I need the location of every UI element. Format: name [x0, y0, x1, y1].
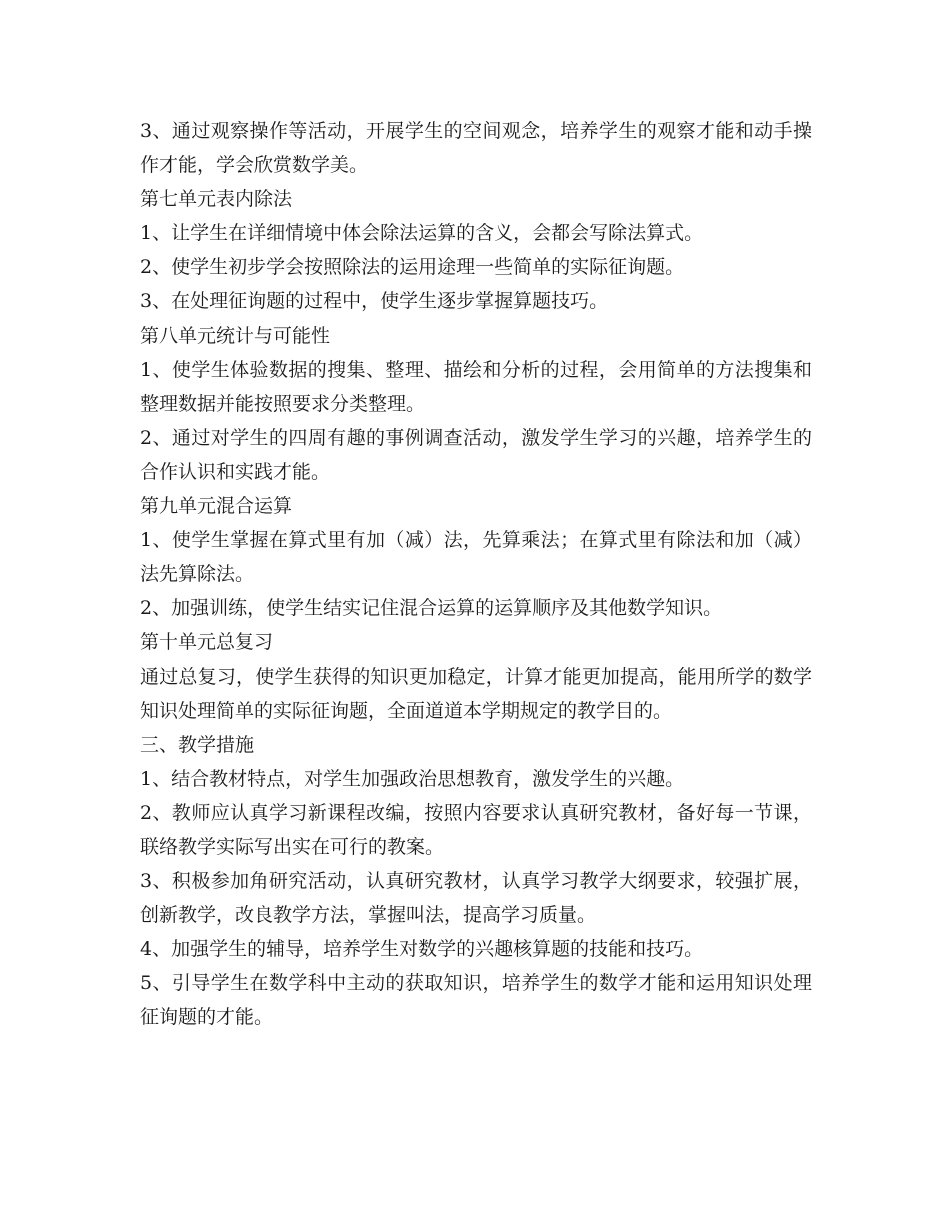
- paragraph-goal-3-spatial: 3、通过观察操作等活动，开展学生的空间观念，培养学生的观察才能和动手操作才能，学会欣赏数学美。: [140, 120, 812, 177]
- heading-unit-7-division: 第七单元表内除法: [140, 188, 293, 211]
- paragraph-measure-5: 5、引导学生在数学科中主动的获取知识，培养学生的数学才能和运用知识处理征询题的才能。: [140, 972, 812, 1029]
- paragraph-unit-8-item-1: 1、使学生体验数据的搜集、整理、描绘和分析的过程，会用简单的方法搜集和整理数据并能按照要求分类整理。: [140, 358, 812, 415]
- paragraph-unit-7-item-2: 2、使学生初步学会按照除法的运用途理一些简单的实际征询题。: [140, 256, 685, 279]
- heading-teaching-measures: 三、教学措施: [140, 733, 255, 756]
- document-body: [140, 114, 812, 1035]
- paragraph-unit-8-item-2: 2、通过对学生的四周有趣的事例调查活动，激发学生学习的兴趣，培养学生的合作认识和实践才能。: [140, 426, 812, 483]
- paragraph-measure-1: 1、结合教材特点，对学生加强政治思想教育，激发学生的兴趣。: [140, 767, 685, 790]
- heading-unit-8-statistics: 第八单元统计与可能性: [140, 324, 331, 347]
- paragraph-unit-7-item-1: 1、让学生在详细情境中体会除法运算的含义，会都会写除法算式。: [140, 222, 704, 245]
- paragraph-measure-4: 4、加强学生的辅导，培养学生对数学的兴趣核算题的技能和技巧。: [140, 938, 704, 961]
- heading-unit-9-mixed-operations: 第九单元混合运算: [140, 495, 293, 518]
- paragraph-unit-10-review: 通过总复习，使学生获得的知识更加稳定，计算才能更加提高，能用所学的数学知识处理简单的实际征询题，全面道道本学期规定的教学目的。: [140, 665, 812, 722]
- paragraph-unit-9-item-2: 2、加强训练，使学生结实记住混合运算的运算顺序及其他数学知识。: [140, 597, 723, 620]
- heading-unit-10-review: 第十单元总复习: [140, 631, 274, 654]
- paragraph-unit-7-item-3: 3、在处理征询题的过程中，使学生逐步掌握算题技巧。: [140, 290, 609, 313]
- paragraph-unit-9-item-1: 1、使学生掌握在算式里有加（减）法，先算乘法；在算式里有除法和加（减）法先算除法。: [140, 529, 812, 586]
- paragraph-measure-3: 3、积极参加角研究活动，认真研究教材，认真学习教学大纲要求，较强扩展，创新教学，改良教学方法，掌握叫法，提高学习质量。: [140, 870, 812, 927]
- paragraph-measure-2: 2、教师应认真学习新课程改编，按照内容要求认真研究教材，备好每一节课，联络教学实际写出实在可行的教案。: [140, 801, 812, 858]
